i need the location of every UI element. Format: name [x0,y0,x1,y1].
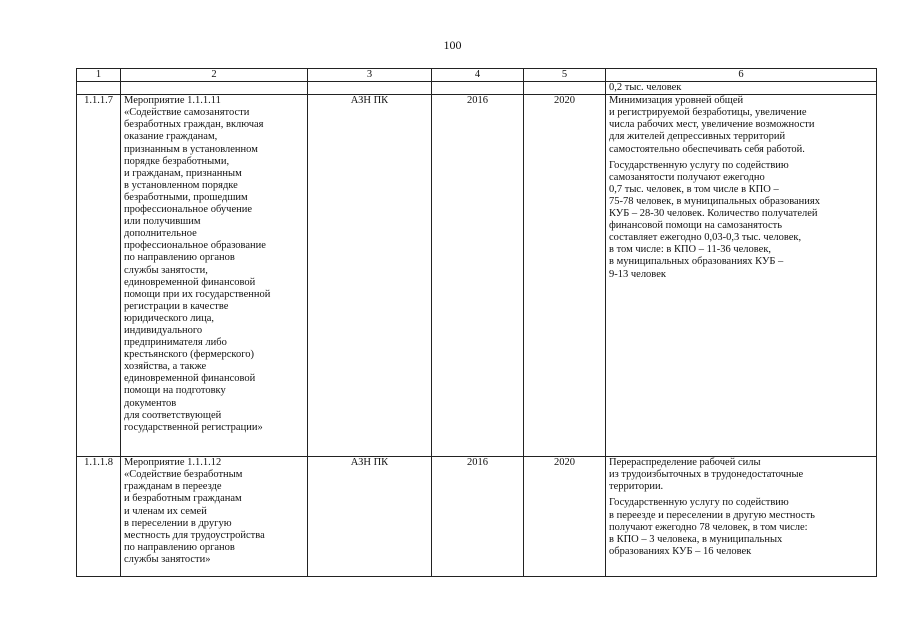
text-line: получают ежегодно 78 человек, в том числе: [609,521,808,533]
text-line: Минимизация уровней общей [609,95,744,107]
text-line: составляет ежегодно 0,03-0,3 тыс. человек, [609,232,802,244]
text-line: для соответствующей [124,409,222,421]
text-line: хозяйства, а также [124,361,207,373]
text-line: юридического лица, [124,312,215,324]
text-line: 75-78 человек, в муниципальных образованиях [609,195,820,207]
text-line: «Содействие самозанятости [124,107,250,119]
text-line: Мероприятие 1.1.1.12 [124,457,222,469]
executor: АЗН ПК [308,95,432,457]
result-paragraph-2 [609,160,873,281]
text-line: единовременной финансовой [124,373,256,385]
text-line: профессиональное обучение [124,204,252,216]
page-number: 100 [443,38,462,52]
text-line: в установленном порядке [124,179,238,191]
continuation-text: 0,2 тыс. человек [606,82,877,95]
expected-result [606,457,877,577]
header-col-3: 3 [308,69,432,82]
text-line: и членам их семей [124,505,207,517]
text-line: государственной регистрации» [124,421,263,433]
row-code: 1.1.1.8 [77,457,121,577]
executor: АЗН ПК [308,457,432,577]
text-line: Мероприятие 1.1.1.11 [124,95,221,107]
text-line: числа рабочих мест, увеличение возможности [609,119,815,131]
table-row [77,457,877,577]
table-row [77,95,877,457]
program-table [76,68,877,577]
text-line: документов [124,397,177,409]
text-line: или получившим [124,216,201,228]
text-line: службы занятости, [124,264,208,276]
text-line: безработных граждан, включая [124,119,264,131]
text-line: самостоятельно обеспечивать себя работой. [609,143,805,155]
text-line: предпринимателя либо [124,337,227,349]
text-line: службы занятости» [124,553,211,565]
text-line: единовременной финансовой [124,276,256,288]
text-line: помощи при их государственной [124,288,271,300]
text-line: в переселении в другую [124,517,232,529]
text-line: признанным в установленном [124,143,258,155]
result-paragraph-2 [609,497,873,557]
header-col-1: 1 [77,69,121,82]
text-line: финансовой помощи на самозанятость [609,220,783,232]
continuation-row [77,82,877,95]
text-line: Государственную услугу по содействию [609,497,789,509]
text-line: для жителей депрессивных территорий [609,131,786,143]
text-line: и регистрируемой безработицы, увеличение [609,107,807,119]
text-line: в переезде и переселении в другую местность [609,509,815,521]
text-line: территории. [609,481,664,493]
text-line: регистрации в качестве [124,300,229,312]
text-line: местность для трудоустройства [124,529,265,541]
text-line: по направлению органов [124,541,235,553]
text-line: в муниципальных образованиях КУБ – [609,256,784,268]
text-line: 0,7 тыс. человек, в том числе в КПО – [609,183,779,195]
header-row [77,69,877,82]
header-col-6: 6 [606,69,877,82]
start-year: 2016 [432,457,524,577]
text-line: Перераспределение рабочей силы [609,457,761,469]
measure-name [121,95,308,457]
text-line: порядке безработными, [124,155,230,167]
text-line: из трудоизбыточных в трудонедостаточные [609,469,804,481]
header-col-2: 2 [121,69,308,82]
text-line: помощи на подготовку [124,385,226,397]
start-year: 2016 [432,95,524,457]
text-line: по направлению органов [124,252,235,264]
header-col-4: 4 [432,69,524,82]
text-line: в КПО – 3 человека, в муниципальных [609,533,783,545]
text-line: безработными, прошедшим [124,191,248,203]
text-line: в том числе: в КПО – 11-36 человек, [609,244,772,256]
text-line: 9-13 человек [609,268,666,280]
measure-name [121,457,308,577]
text-line: дополнительное [124,228,197,240]
end-year: 2020 [524,95,606,457]
header-col-5: 5 [524,69,606,82]
row-code: 1.1.1.7 [77,95,121,457]
text-line: гражданам в переезде [124,481,222,493]
text-line: профессиональное образование [124,240,266,252]
result-paragraph-1 [609,95,873,155]
text-line: и гражданам, признанным [124,167,242,179]
result-paragraph-1 [609,457,873,493]
text-line: КУБ – 28-30 человек. Количество получателей [609,208,818,220]
text-line: и безработным гражданам [124,493,242,505]
text-line: Государственную услугу по содействию [609,159,789,171]
expected-result [606,95,877,457]
text-line: крестьянского (фермерского) [124,349,255,361]
text-line: самозанятости получают ежегодно [609,171,765,183]
text-line: «Содействие безработным [124,469,243,481]
end-year: 2020 [524,457,606,577]
text-line: оказание гражданам, [124,131,218,143]
text-line: индивидуального [124,324,203,336]
text-line: образованиях КУБ – 16 человек [609,545,752,557]
